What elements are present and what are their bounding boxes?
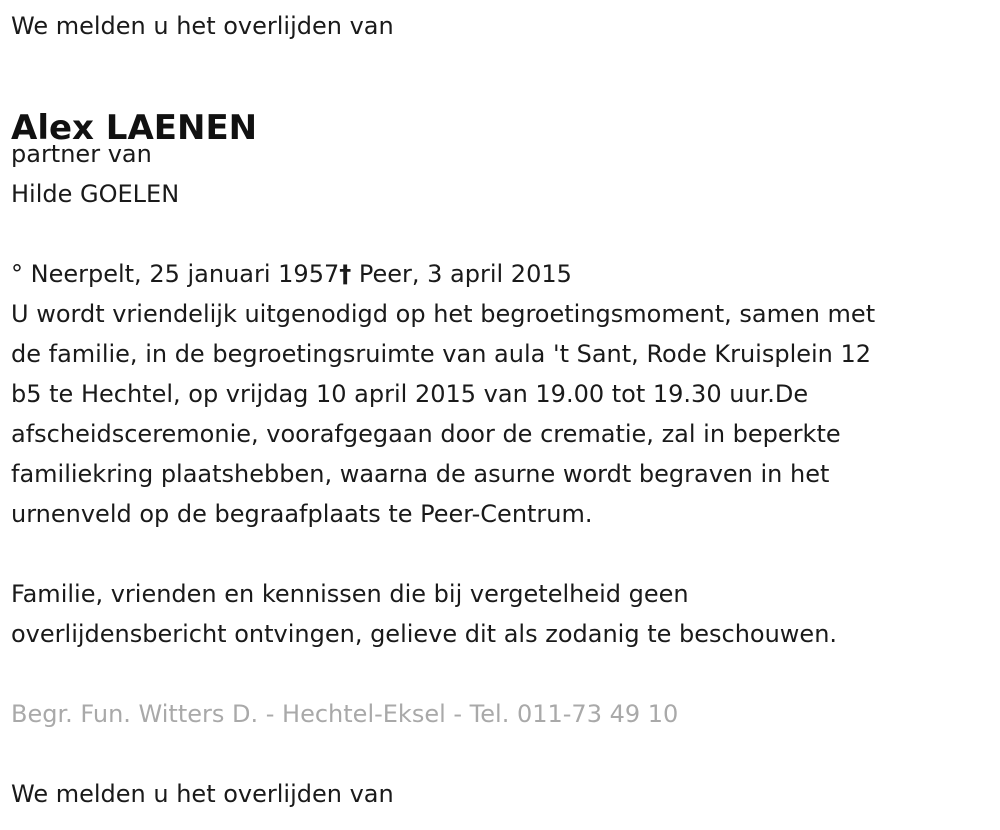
cross-icon: † [339, 260, 352, 288]
life-dates [11, 254, 572, 294]
text-line: b5 te Hechtel, op vrijdag 10 april 2015 van 19.00 tot 19.30 uur.De [11, 380, 809, 408]
text-line: Familie, vrienden en kennissen die bij vergetelheid geen [11, 580, 689, 608]
text-line: de familie, in de begroetingsruimte van aula 't Sant, Rode Kruisplein 12 [11, 340, 872, 368]
partner-name: Hilde GOELEN [11, 180, 180, 208]
deceased-name: Alex LAENEN [11, 107, 258, 148]
text-line: overlijdensbericht ontvingen, gelieve dit als zodanig te beschouwen. [11, 620, 838, 648]
text-line: urnenveld op de begraafplaats te Peer-Centrum. [11, 500, 593, 528]
death-info: Peer, 3 april 2015 [351, 260, 572, 288]
text-line: familiekring plaatshebben, waarna de asurne wordt begraven in het [11, 460, 830, 488]
invitation-text [11, 294, 986, 534]
relation-label: partner van [11, 140, 152, 168]
text-line: afscheidsceremonie, voorafgegaan door de crematie, zal in beperkte [11, 420, 841, 448]
notice-intro: We melden u het overlijden van [11, 12, 394, 40]
text-line: U wordt vriendelijk uitgenodigd op het begroetingsmoment, samen met [11, 300, 876, 328]
funeral-home-info: Begr. Fun. Witters D. - Hechtel-Eksel - Tel. 011-73 49 10 [11, 700, 679, 728]
next-notice-intro: We melden u het overlijden van [11, 780, 394, 808]
birth-info: ° Neerpelt, 25 januari 1957 [11, 260, 340, 288]
family-note [11, 574, 986, 654]
